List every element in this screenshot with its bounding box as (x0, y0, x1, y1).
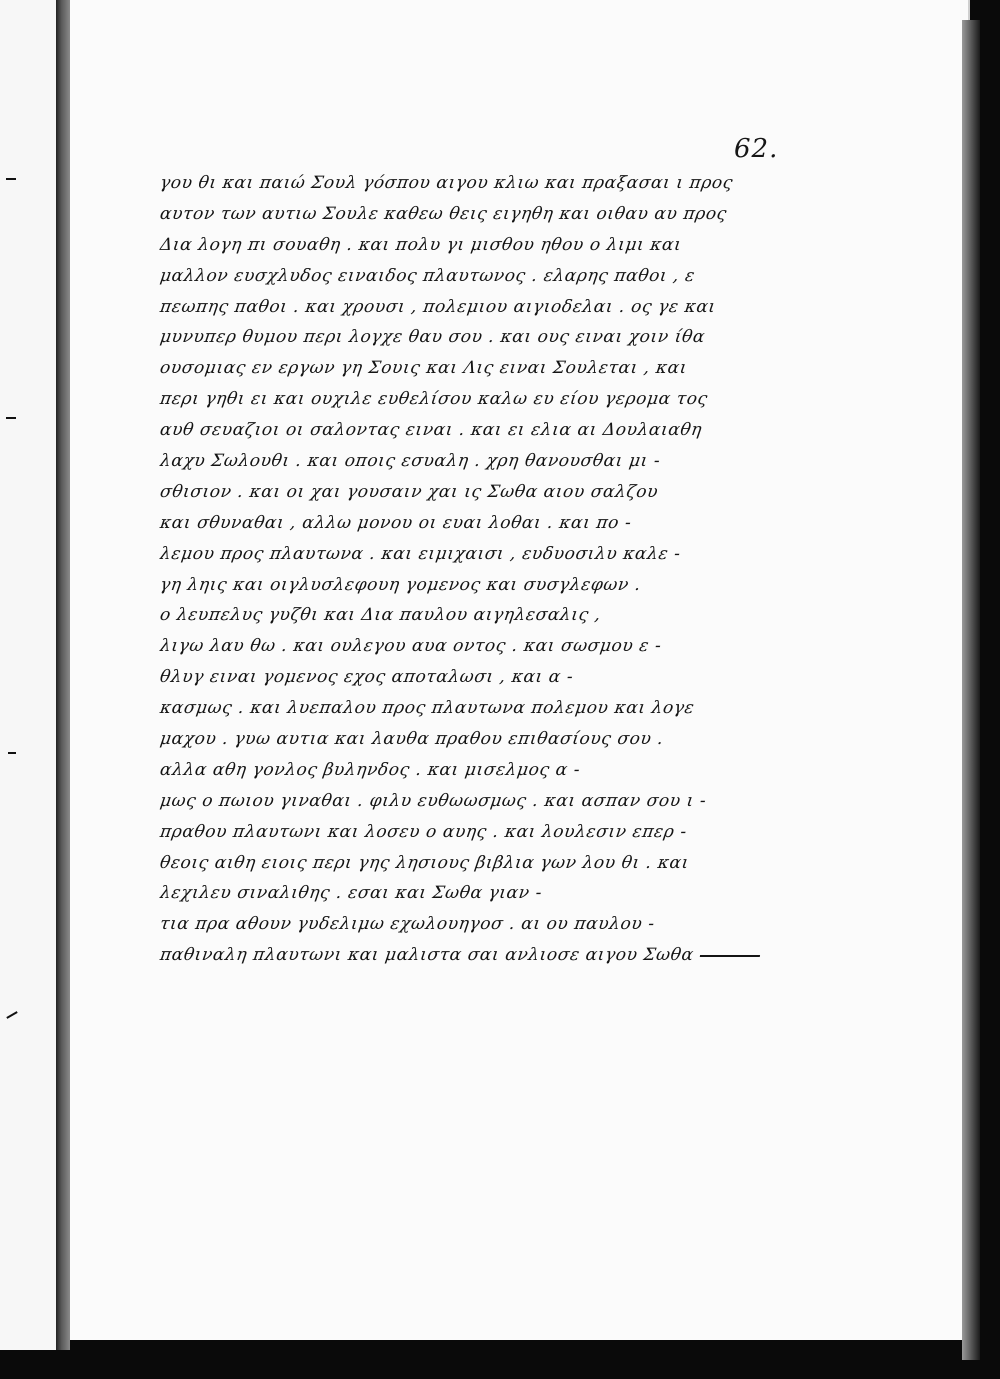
text-line: ουσομιας εν εργων γη Σουις και Λις ειναι Σουλεται , και (158, 358, 689, 379)
text-line: λιγω λαυ θω . και ουλεγου αυα οντος . και σωσμου ε - (158, 636, 663, 657)
facing-page-mark (6, 1011, 17, 1019)
facing-page-mark (8, 752, 16, 754)
facing-page-edge (0, 0, 56, 1350)
text-line: σθισιον . και οι χαι γουσαιν χαι ις Σωθα αιου σαλζου (158, 481, 660, 502)
text-line: γου θι και παιώ Σουλ γόσπου αιγου κλιω και πραξασαι ι προς (158, 173, 735, 193)
text-line: μως ο πωιου γιναθαι . φιλυ ευθωωσμως . και ασπαν σου ι - (158, 790, 708, 811)
binding-gutter (56, 0, 70, 1350)
text-line: θλυγ ειναι γομενος εχος αποταλωσι , και α - (158, 667, 575, 688)
text-line: Δια λογη πι σουαθη . και πολυ γι μισθου ηθου ο λιμι και (158, 234, 683, 255)
text-line: αλλα αθη γονλος βυληνδος . και μισελμος α - (158, 759, 582, 780)
text-line-final: παθιναλη πλαυτωνι και μαλιστα σαι ανλιοσε αιγου Σωθα (158, 940, 882, 971)
text-line: αυθ σευαζιοι οι σαλοντας ειναι . και ει ελια αι Δουλαιαθη (158, 420, 704, 441)
text-line: πραθου πλαυτωνι και λοσευ ο αυης . και λουλεσιν επερ - (158, 821, 689, 842)
text-line: λεμου προς πλαυτωνα . και ειμιχαισι , ευδυοσιλυ καλε - (158, 543, 683, 564)
text-line: μαλλον ευσχλυδος ειναιδος πλαυτωνος . ελαρης παθοι , ε (158, 265, 697, 286)
manuscript-page (70, 0, 970, 1340)
text-line: ο λευπελυς γυζθι και Δια παυλου αιγηλεσαλις , (158, 605, 603, 626)
handwritten-text-block (160, 168, 880, 971)
facing-page-mark (6, 178, 16, 180)
text-line: κασμως . και λυεπαλου προς πλαυτωνα πολεμου και λογε (158, 698, 696, 719)
text-line: μυνυπερ θυμου περι λογχε θαυ σου . και ους ειναι χοιν ίθα (158, 327, 707, 348)
text-line: θεοις αιθη ειοις περι γης λησιους βιβλια γων λου θι . και (158, 852, 691, 873)
text-line: τια πρα αθουν γυδελιμω εχωλουηγοσ . αι ου παυλου - (158, 914, 657, 935)
text-line: λεχιλευ σιναλιθης . εσαι και Σωθα γιαν - (158, 883, 544, 904)
facing-page-mark (6, 417, 16, 419)
text-line: και σθυναθαι , αλλω μονου οι ευαι λοθαι . και πο - (158, 512, 633, 533)
text-line: γη ληις και οιγλυσλεφουη γομενος και συσγλεφων . (158, 574, 643, 595)
page-edge-shadow (962, 20, 980, 1360)
text-line: περι γηθι ει και ουχιλε ευθελίσου καλω ευ είου γερομα τος (158, 389, 710, 410)
folio-number: 62. (734, 134, 779, 164)
text-line: μαχου . γυω αυτια και λαυθα πραθου επιθασίους σου . (158, 729, 665, 750)
text-line: αυτον των αυτιω Σουλε καθεω θεις ειγηθη και οιθαυ αυ προς (158, 203, 729, 224)
text-line: πεωπης παθοι . και χρουσι , πολεμιου αιγιοδελαι . ος γε και (158, 296, 718, 317)
text-line: λαχυ Σωλουθι . και οποις εσυαλη . χρη θανουσθαι μι - (158, 451, 662, 472)
